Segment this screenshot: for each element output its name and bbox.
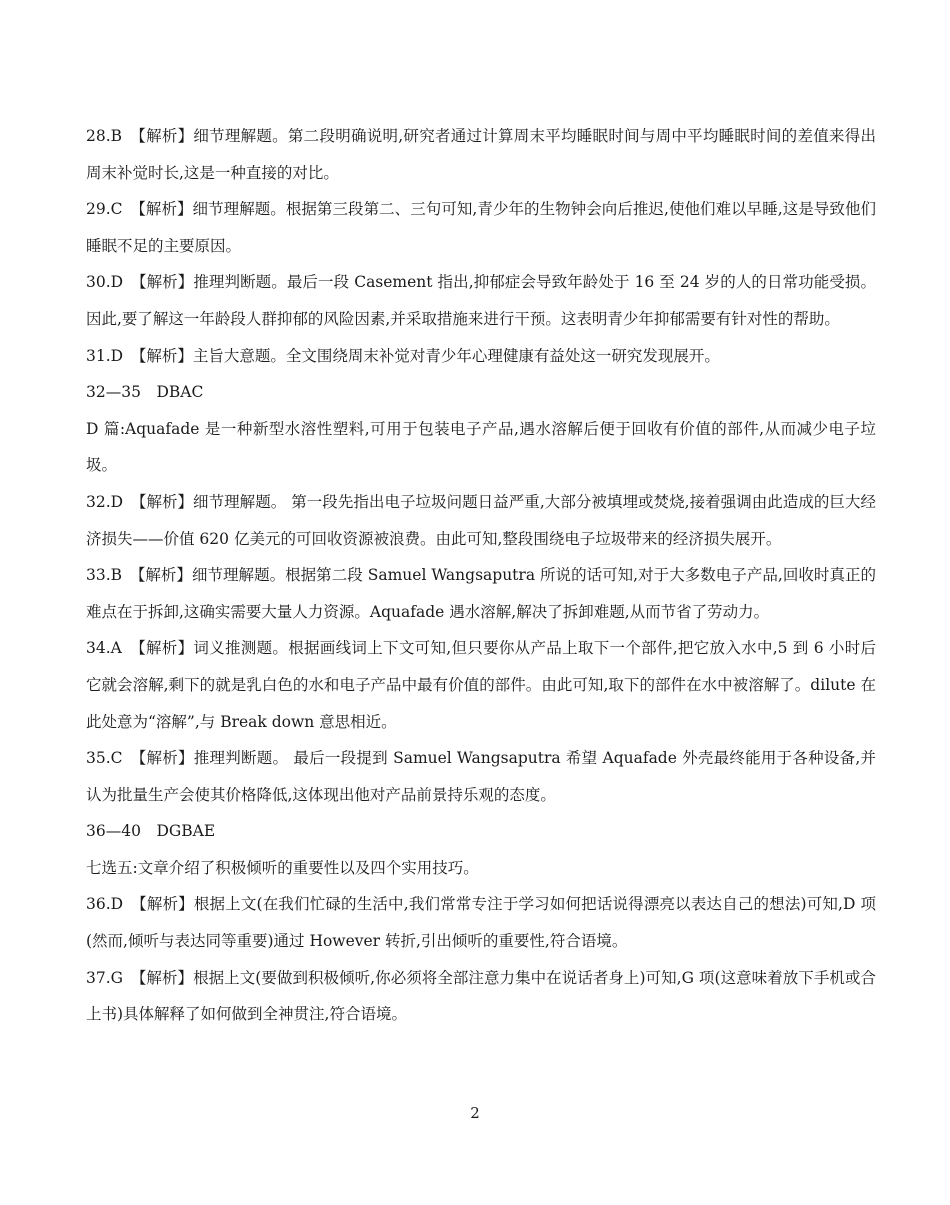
answer-30: 30.D 【解析】推理判断题。最后一段 Casement 指出,抑郁症会导致年龄处于 16 至 24 岁的人的日常功能受损。因此,要了解这一年龄段人群抑郁的风险因素,并采取措施来进行干预。这表明青少年抑郁需要有针对性的帮助。 (86, 273, 876, 328)
answer-33: 33.B 【解析】细节理解题。根据第二段 Samuel Wangsaputra 所说的话可知,对于大多数电子产品,回收时真正的难点在于拆卸,这确实需要大量人力资源。Aquafade 遇水溶解,解决了拆卸难题,从而节省了劳动力。 (86, 566, 876, 621)
answer-key-32-35: 32—35 DBAC (86, 383, 204, 402)
answer-36: 36.D 【解析】根据上文(在我们忙碌的生活中,我们常常专注于学习如何把话说得漂亮以表达自己的想法)可知,D 项(然而,倾听与表达同等重要)通过 However 转折,引出倾听的重要性,符合语境。 (86, 895, 876, 951)
seven-choose-five-summary: 七选五:文章介绍了积极倾听的重要性以及四个实用技巧。 (86, 858, 479, 877)
page-number: 2 (470, 1104, 480, 1122)
answer-28: 28.B 【解析】细节理解题。第二段明确说明,研究者通过计算周末平均睡眠时间与周中平均睡眠时间的差值来得出周末补觉时长,这是一种直接的对比。 (86, 127, 876, 182)
answer-37: 37.G 【解析】根据上文(要做到积极倾听,你必须将全部注意力集中在说话者身上)可知,G 项(这意味着放下手机或合上书)具体解释了如何做到全神贯注,符合语境。 (86, 968, 876, 1024)
answer-34: 34.A 【解析】词义推测题。根据画线词上下文可知,但只要你从产品上取下一个部件,把它放入水中,5 到 6 小时后它就会溶解,剩下的就是乳白色的水和电子产品中最有价值的部件。由此可知,取下的部件在水中被溶解了。dilute 在此处意为“溶解”,与 Break down 意思相近。 (86, 639, 876, 731)
answer-32: 32.D 【解析】细节理解题。 第一段先指出电子垃圾问题日益严重,大部分被填埋或焚烧,接着强调由此造成的巨大经济损失——价值 620 亿美元的可回收资源被浪费。由此可知,整段围绕电子垃圾带来的经济损失展开。 (86, 492, 876, 548)
answer-explanations (86, 118, 876, 1033)
passage-d-summary: D 篇:Aquafade 是一种新型水溶性塑料,可用于包装电子产品,遇水溶解后便于回收有价值的部件,从而减少电子垃圾。 (86, 419, 876, 475)
answer-key-36-40: 36—40 DGBAE (86, 822, 216, 841)
answer-29: 29.C 【解析】细节理解题。根据第三段第二、三句可知,青少年的生物钟会向后推迟,使他们难以早睡,这是导致他们睡眠不足的主要原因。 (86, 200, 876, 255)
answer-31: 31.D 【解析】主旨大意题。全文围绕周末补觉对青少年心理健康有益处这一研究发现展开。 (86, 346, 720, 365)
answer-35: 35.C 【解析】推理判断题。 最后一段提到 Samuel Wangsaputra 希望 Aquafade 外壳最终能用于各种设备,并认为批量生产会使其价格降低,这体现出他对产品前景持乐观的态度。 (86, 749, 876, 804)
